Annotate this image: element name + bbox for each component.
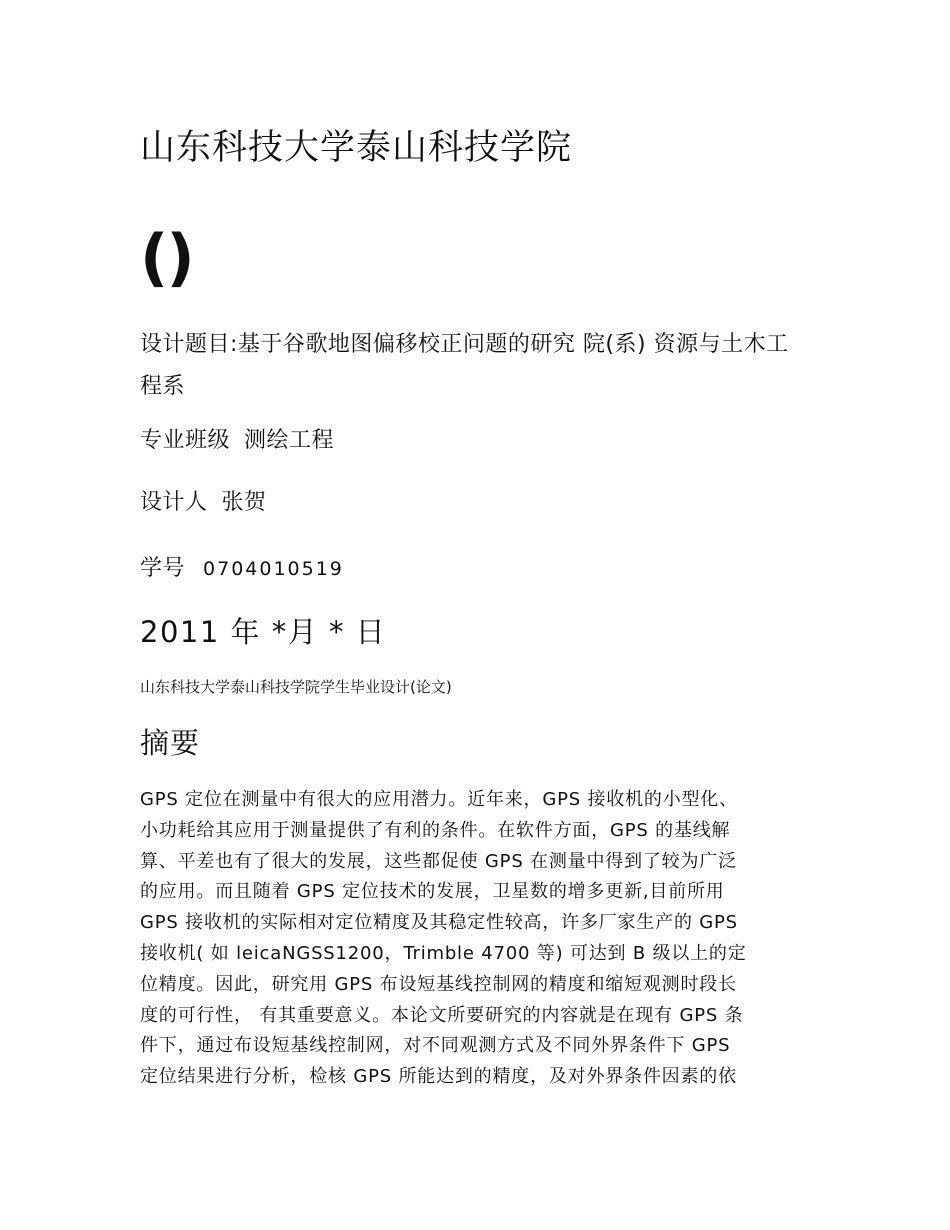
designer-label: 设计人 [140, 490, 208, 515]
abstract-line: 件下，通过布设短基线控制网，对不同观测方式及不同外界条件下 GPS [140, 1035, 731, 1057]
design-topic: 设计题目:基于谷歌地图偏移校正问题的研究 院(系) 资源与土木工程系 [140, 332, 789, 399]
abstract-line: 的应用。而且随着 GPS 定位技术的发展，卫星数的增多更新,目前所用 [140, 881, 725, 903]
major-class-label: 专业班级 [140, 428, 231, 453]
abstract-line: 小功耗给其应用于测量提供了有利的条件。在软件方面，GPS 的基线解 [140, 819, 731, 841]
abstract-line: 位精度。因此，研究用 GPS 布设短基线控制网的精度和缩短观测时段长 [140, 973, 737, 995]
designer-row [140, 488, 267, 518]
abstract-line: 度的可行性， 有其重要意义。本论文所要研究的内容就是在现有 GPS 条 [140, 1004, 744, 1026]
abstract-line: GPS 接收机的实际相对定位精度及其稳定性较高，许多厂家生产的 GPS [140, 912, 738, 934]
student-number-value: 0704010519 [203, 558, 344, 580]
student-number-label: 学号 [140, 556, 186, 581]
school-title: 山东科技大学泰山科技学院 [140, 128, 573, 168]
abstract-line: 接收机( 如 leicaNGSS1200，Trimble 4700 等) 可达到 B 级以上的定 [140, 942, 747, 964]
student-number-row [140, 554, 344, 584]
abstract-line: 算、平差也有了很大的发展，这些都促使 GPS 在测量中得到了较为广泛 [140, 850, 737, 872]
abstract-title: 摘要 [140, 726, 201, 760]
thesis-date: 2011 年 *月 * 日 [140, 615, 387, 649]
abstract-line: GPS 定位在测量中有很大的应用潜力。近年来，GPS 接收机的小型化、 [140, 789, 738, 810]
abstract-body [140, 785, 810, 1093]
major-class-value: 测绘工程 [244, 428, 335, 453]
major-class-row [140, 426, 334, 456]
title-placeholder-parentheses: () [140, 221, 193, 294]
abstract-line: 定位结果进行分析，检核 GPS 所能达到的精度，及对外界条件因素的依 [140, 1066, 737, 1088]
designer-value: 张贺 [221, 490, 267, 515]
thesis-header-note: 山东科技大学泰山科技学院学生毕业设计(论文) [140, 678, 452, 696]
